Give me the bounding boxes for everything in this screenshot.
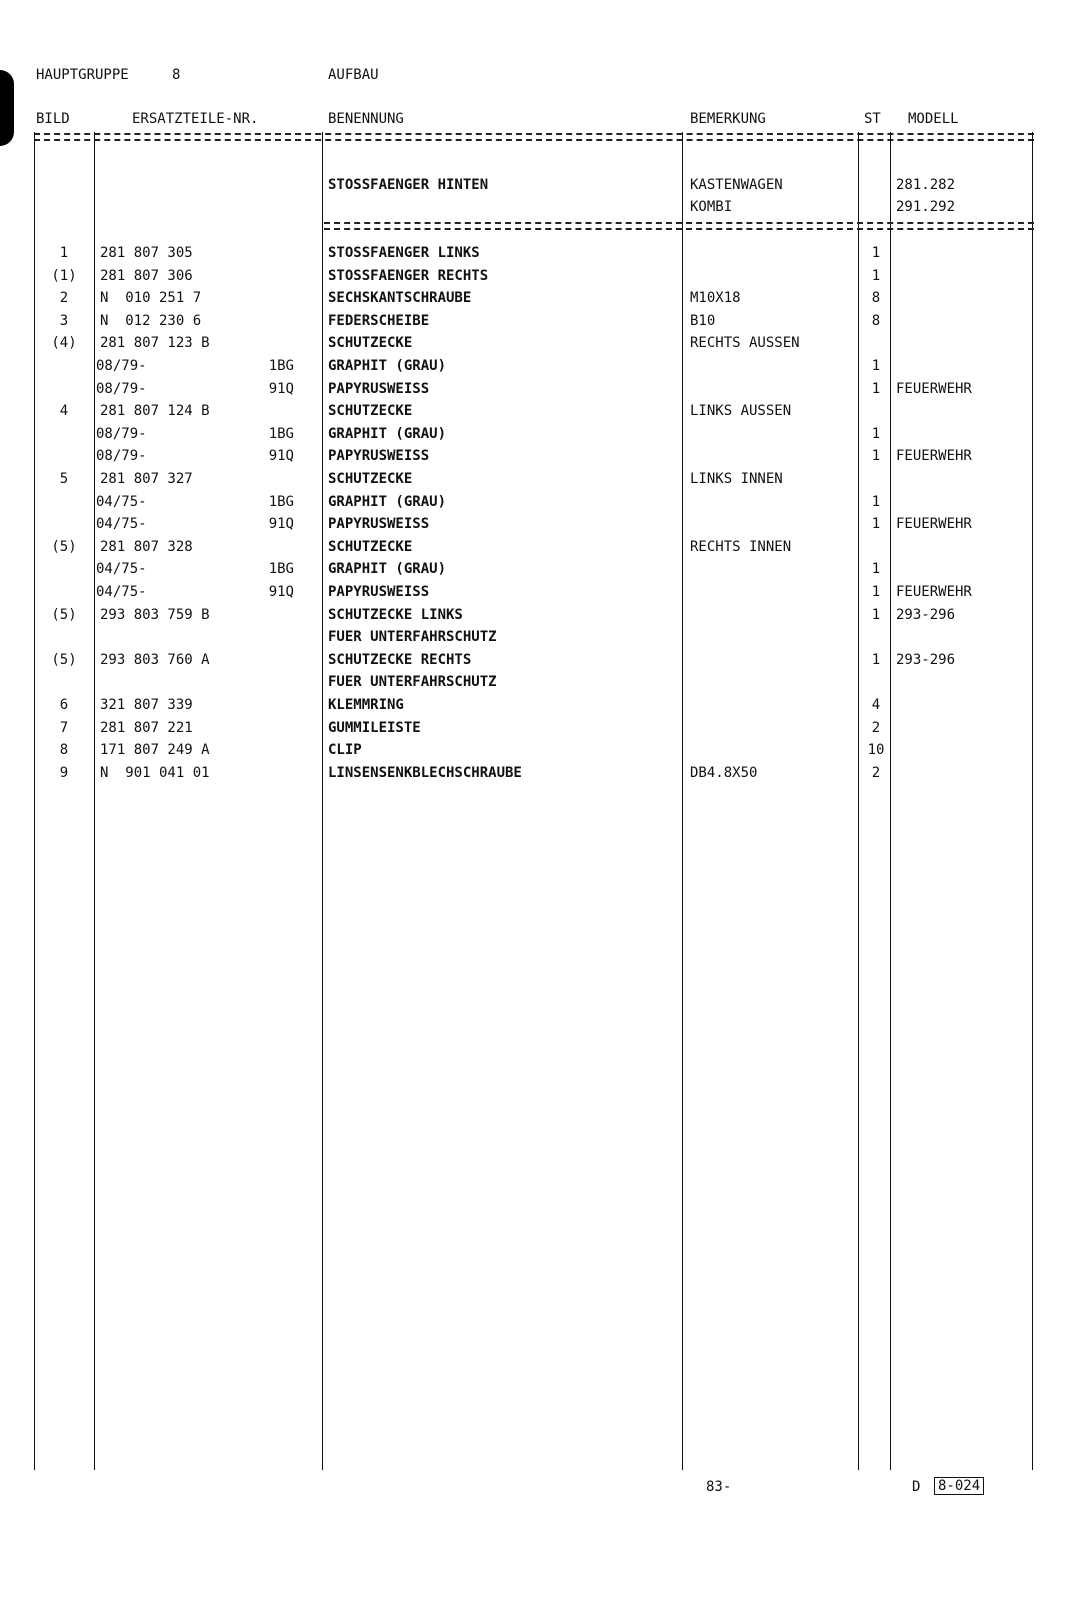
table-row [0,267,1084,285]
col-header-bemerkung: BEMERKUNG [690,111,766,127]
row-name: STOSSFAENGER RECHTS [328,267,489,284]
col-line-bild [94,132,95,1470]
row-part-number: 08/79- [96,380,147,397]
assembly-name: STOSSFAENGER HINTEN [328,177,489,193]
header-rule-top [34,133,1034,135]
row-quantity: 1 [871,561,881,578]
col-line-remark [858,132,859,1470]
table-row [0,493,1084,511]
row-quantity: 1 [871,245,881,261]
row-remark: LINKS AUSSEN [690,403,792,420]
table-row [0,764,1084,782]
col-line-st [890,132,891,1470]
row-bild: 4 [59,403,69,420]
row-quantity: 8 [871,312,881,329]
table-row [0,628,1084,646]
row-bild: (4) [51,335,77,352]
row-paint-code: 1BG [268,561,294,578]
row-bild: 2 [59,290,69,307]
table-row [0,447,1084,465]
row-paint-code: 1BG [268,358,294,374]
row-quantity: 1 [871,448,881,465]
row-bild: 7 [59,719,69,736]
row-name: GUMMILEISTE [328,719,421,736]
row-bild: (5) [51,651,77,668]
assembly-rule-top [324,222,1034,224]
row-quantity: 1 [871,358,881,374]
row-model: FEUERWEHR [896,584,972,600]
row-name: SCHUTZECKE LINKS [328,606,463,623]
row-part-number: 04/75- [96,584,147,600]
row-quantity: 1 [871,651,881,668]
table-row [0,425,1084,443]
row-name: SCHUTZECKE [328,471,413,487]
row-paint-code: 91Q [268,380,294,397]
row-paint-code: 91Q [268,448,294,465]
table-row [0,560,1084,578]
row-part-number: 293 803 759 B [100,606,210,623]
row-part-number: 281 807 327 [100,471,193,487]
table-row [0,312,1084,330]
row-name: GRAPHIT (GRAU) [328,561,447,578]
row-part-number: 281 807 123 B [100,335,210,352]
row-name: STOSSFAENGER LINKS [328,245,480,261]
table-row [0,470,1084,488]
row-remark: DB4.8X50 [690,764,758,781]
hauptgruppe-value: 8 [172,67,181,83]
row-paint-code: 91Q [268,516,294,533]
row-quantity: 1 [871,584,881,600]
row-name: PAPYRUSWEISS [328,584,430,600]
row-bild: 5 [59,471,69,487]
hauptgruppe-label: HAUPTGRUPPE [36,67,129,83]
row-quantity: 1 [871,516,881,533]
footer-lang: D [912,1479,921,1495]
row-name: FUER UNTERFAHRSCHUTZ [328,629,497,646]
row-name: FEDERSCHEIBE [328,312,430,329]
col-line-part [322,132,323,1470]
row-part-number: 171 807 249 A [100,742,210,759]
row-model: FEUERWEHR [896,380,972,397]
table-row [0,538,1084,556]
assembly-remark-2: KOMBI [690,199,733,215]
row-model: 293-296 [896,606,956,623]
row-name: GRAPHIT (GRAU) [328,493,447,510]
assembly-model-1: 281.282 [896,177,956,193]
row-part-number: 04/75- [96,493,147,510]
row-part-number: 281 807 305 [100,245,193,261]
row-part-number: 281 807 306 [100,267,193,284]
table-row [0,583,1084,601]
section-edge-mark [0,70,14,146]
table-row [0,357,1084,375]
row-paint-code: 91Q [268,584,294,600]
row-name: LINSENSENKBLECHSCHRAUBE [328,764,522,781]
row-bild: (5) [51,606,77,623]
row-quantity: 1 [871,267,881,284]
table-row [0,289,1084,307]
table-row [0,673,1084,691]
row-name: SCHUTZECKE RECHTS [328,651,472,668]
assembly-model-2: 291.292 [896,199,956,215]
row-remark: RECHTS INNEN [690,538,792,555]
col-line-left [34,132,35,1470]
row-model: 293-296 [896,651,956,668]
row-name: SECHSKANTSCHRAUBE [328,290,472,307]
group-title: AUFBAU [328,67,379,83]
row-bild: 9 [59,764,69,781]
row-part-number: 08/79- [96,425,147,442]
row-bild: 8 [59,742,69,759]
row-part-number: 281 807 221 [100,719,193,736]
footer-year: 83- [706,1479,732,1495]
row-name: GRAPHIT (GRAU) [328,358,447,374]
table-row [0,696,1084,714]
table-row [0,719,1084,737]
row-remark: B10 [690,312,716,329]
row-part-number: 281 807 124 B [100,403,210,420]
row-bild: 3 [59,312,69,329]
assembly-rule-bottom [324,228,1034,230]
row-bild: (5) [51,538,77,555]
row-quantity: 2 [871,719,881,736]
row-quantity: 10 [867,742,885,759]
table-row [0,244,1084,262]
col-line-right [1032,132,1033,1470]
table-row [0,402,1084,420]
row-name: PAPYRUSWEISS [328,448,430,465]
row-part-number: N 901 041 01 [100,764,210,781]
col-header-bild: BILD [36,111,70,127]
row-bild: 6 [59,697,69,713]
row-paint-code: 1BG [268,493,294,510]
row-name: GRAPHIT (GRAU) [328,425,447,442]
row-model: FEUERWEHR [896,516,972,533]
row-name: CLIP [328,742,362,759]
col-header-benennung: BENENNUNG [328,111,404,127]
row-name: SCHUTZECKE [328,403,413,420]
row-part-number: 281 807 328 [100,538,193,555]
row-part-number: 08/79- [96,358,147,374]
row-part-number: 08/79- [96,448,147,465]
row-part-number: 293 803 760 A [100,651,210,668]
row-name: FUER UNTERFAHRSCHUTZ [328,674,497,691]
row-quantity: 2 [871,764,881,781]
row-name: PAPYRUSWEISS [328,380,430,397]
row-part-number: 04/75- [96,561,147,578]
footer-page-ref: 8-024 [934,1477,984,1495]
col-header-modell: MODELL [908,111,959,127]
table-row [0,741,1084,759]
table-row [0,334,1084,352]
row-part-number: N 012 230 6 [100,312,202,329]
row-quantity: 1 [871,493,881,510]
row-name: SCHUTZECKE [328,538,413,555]
row-quantity: 1 [871,380,881,397]
row-remark: M10X18 [690,290,741,307]
row-paint-code: 1BG [268,425,294,442]
assembly-remark-1: KASTENWAGEN [690,177,783,193]
table-row [0,651,1084,669]
table-row [0,606,1084,624]
row-quantity: 1 [871,425,881,442]
row-part-number: 321 807 339 [100,697,193,713]
col-header-st: ST [864,111,881,127]
row-part-number: 04/75- [96,516,147,533]
row-name: SCHUTZECKE [328,335,413,352]
row-bild: (1) [51,267,77,284]
row-model: FEUERWEHR [896,448,972,465]
row-quantity: 1 [871,606,881,623]
table-row [0,515,1084,533]
col-line-name [682,132,683,1470]
table-row [0,380,1084,398]
header-rule-bottom [34,139,1034,141]
row-bild: 1 [59,245,69,261]
row-quantity: 8 [871,290,881,307]
row-quantity: 4 [871,697,881,713]
row-remark: RECHTS AUSSEN [690,335,800,352]
footer-page-ref-box [934,1477,984,1495]
col-header-ersatzteile: ERSATZTEILE-NR. [132,111,259,127]
row-name: PAPYRUSWEISS [328,516,430,533]
row-name: KLEMMRING [328,697,404,713]
row-part-number: N 010 251 7 [100,290,202,307]
row-remark: LINKS INNEN [690,471,783,487]
